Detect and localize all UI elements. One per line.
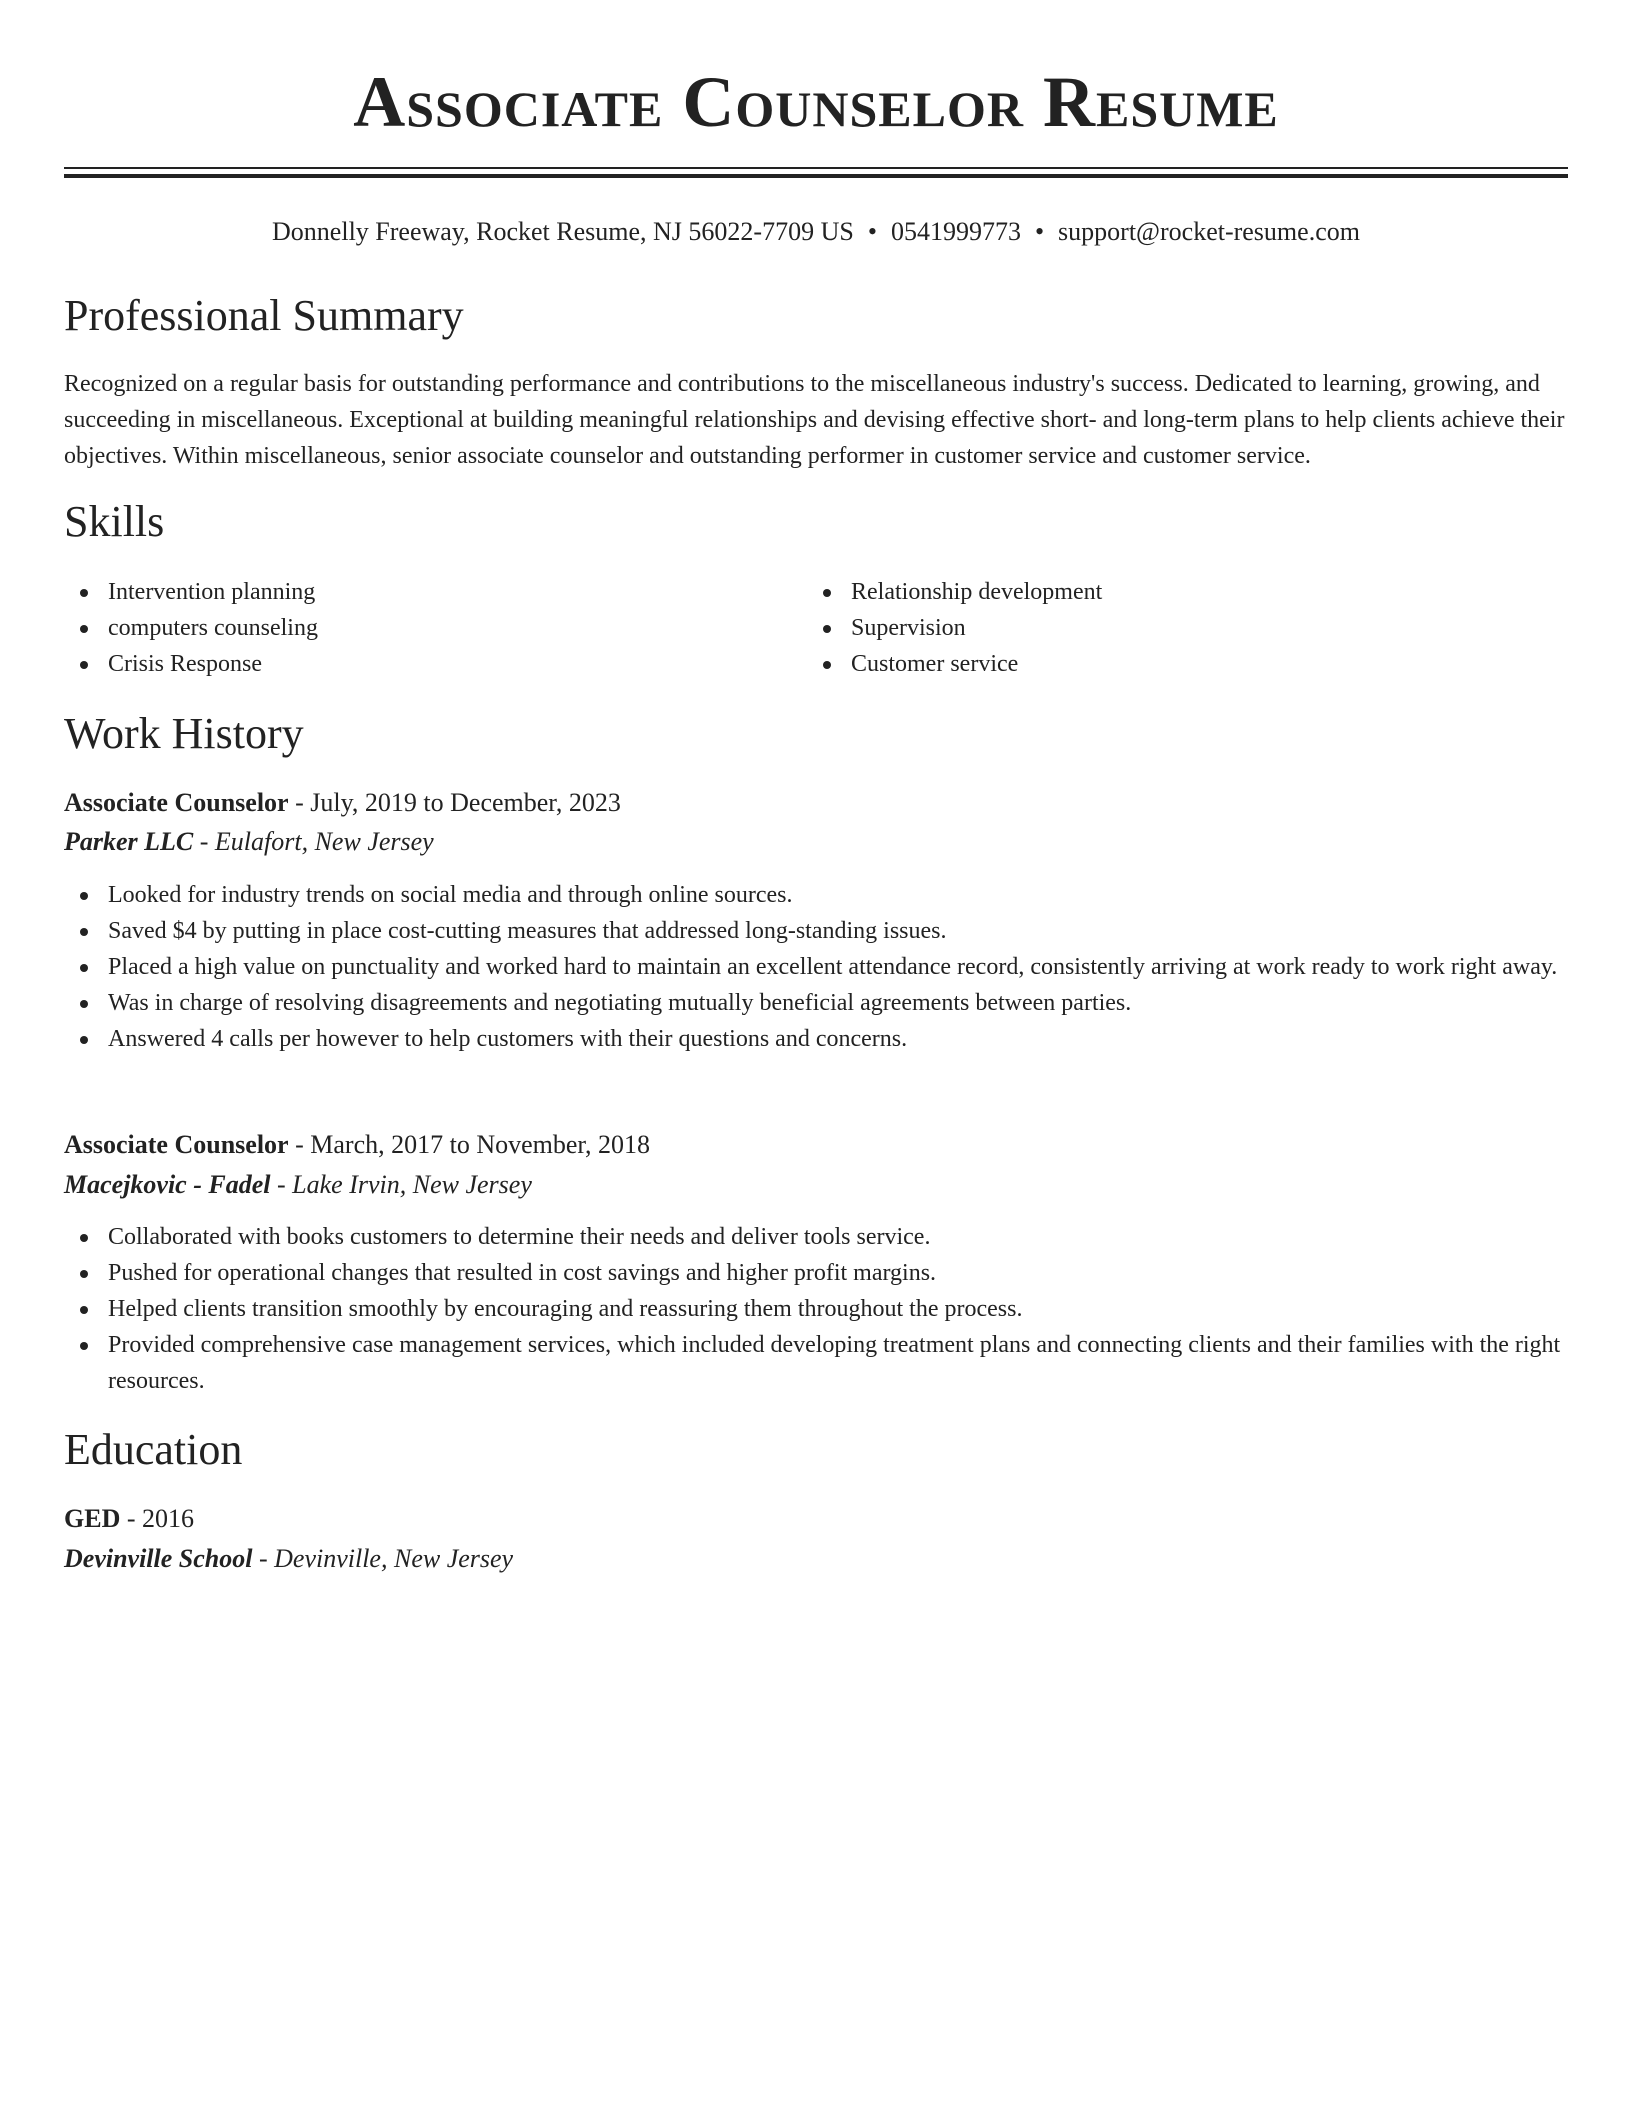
title-rule-thick — [64, 174, 1568, 178]
job-bullets — [64, 1219, 1568, 1399]
education-school-line — [64, 1540, 513, 1578]
resume-page — [64, 0, 1568, 1573]
skills-list-left — [64, 574, 764, 682]
job-heading — [64, 1126, 650, 1164]
job-heading — [64, 784, 621, 822]
school-location: - Devinville, New Jersey — [252, 1544, 514, 1573]
job-bullet: Placed a high value on punctuality and worked hard to maintain an excellent attendance record, consistently arriving at work ready to work right away. — [64, 949, 1568, 985]
degree-year: - 2016 — [120, 1504, 195, 1533]
company-location: - Lake Irvin, New Jersey — [270, 1170, 532, 1199]
contact-separator: • — [867, 217, 877, 246]
job-bullet: Was in charge of resolving disagreements and negotiating mutually beneficial agreements between parties. — [64, 985, 1568, 1021]
resume-title: Associate Counselor Resume — [353, 62, 1279, 142]
contact-separator: • — [1034, 217, 1045, 246]
contact-line — [64, 212, 1568, 252]
job-employer — [64, 823, 434, 861]
contact-phone: 0541999773 — [890, 217, 1021, 246]
job-title: Associate Counselor — [64, 1130, 289, 1159]
job-bullet: Helped clients transition smoothly by encouraging and reassuring them throughout the process. — [64, 1291, 1568, 1327]
job-dates: - March, 2017 to November, 2018 — [288, 1130, 651, 1159]
company-location: - Eulafort, New Jersey — [193, 827, 434, 856]
skill-item: computers counseling — [64, 610, 764, 646]
job-bullet: Looked for industry trends on social media and through online sources. — [64, 877, 1568, 913]
job-bullet: Provided comprehensive case management services, which included developing treatment plans and connecting clients and their families with the right resources. — [64, 1327, 1568, 1399]
skills-heading: Skills — [64, 497, 165, 546]
degree-name: GED — [64, 1504, 121, 1533]
skill-item: Crisis Response — [64, 646, 764, 682]
job-bullets — [64, 877, 1568, 1057]
skill-item: Supervision — [807, 610, 1507, 646]
summary-text: Recognized on a regular basis for outstanding performance and contributions to the miscellaneous industry's success. Dedicated to learning, growing, and succeeding in miscellaneous. Exceptional at building meaningful relationships and devising effective short- and long-term plans to help clients achieve their objectives. Within miscellaneous, senior associate counselor and outstanding performer in customer service and customer service. — [64, 371, 1565, 469]
school-name: Devinville School — [64, 1544, 253, 1573]
summary-heading: Professional Summary — [64, 291, 464, 340]
contact-address: Donnelly Freeway, Rocket Resume, NJ 56022-7709 US — [272, 217, 854, 246]
job-bullet: Collaborated with books customers to determine their needs and deliver tools service. — [64, 1219, 1568, 1255]
education-heading: Education — [64, 1425, 243, 1474]
skill-item: Intervention planning — [64, 574, 764, 610]
job-bullet: Saved $4 by putting in place cost-cutting measures that addressed long-standing issues. — [64, 913, 1568, 949]
skill-item: Relationship development — [807, 574, 1507, 610]
job-title: Associate Counselor — [64, 788, 289, 817]
work-history-heading: Work History — [64, 709, 304, 758]
skill-item: Customer service — [807, 646, 1507, 682]
job-dates: - July, 2019 to December, 2023 — [288, 788, 621, 817]
company-name: Macejkovic - Fadel — [64, 1170, 271, 1199]
education-degree-line — [64, 1500, 194, 1538]
title-rule-thin — [64, 167, 1568, 169]
job-employer — [64, 1166, 532, 1204]
job-bullet: Pushed for operational changes that resulted in cost savings and higher profit margins. — [64, 1255, 1568, 1291]
job-bullet: Answered 4 calls per however to help customers with their questions and concerns. — [64, 1021, 1568, 1057]
company-name: Parker LLC — [64, 827, 194, 856]
contact-email: support@rocket-resume.com — [1058, 217, 1360, 246]
skills-list-right — [807, 574, 1507, 682]
